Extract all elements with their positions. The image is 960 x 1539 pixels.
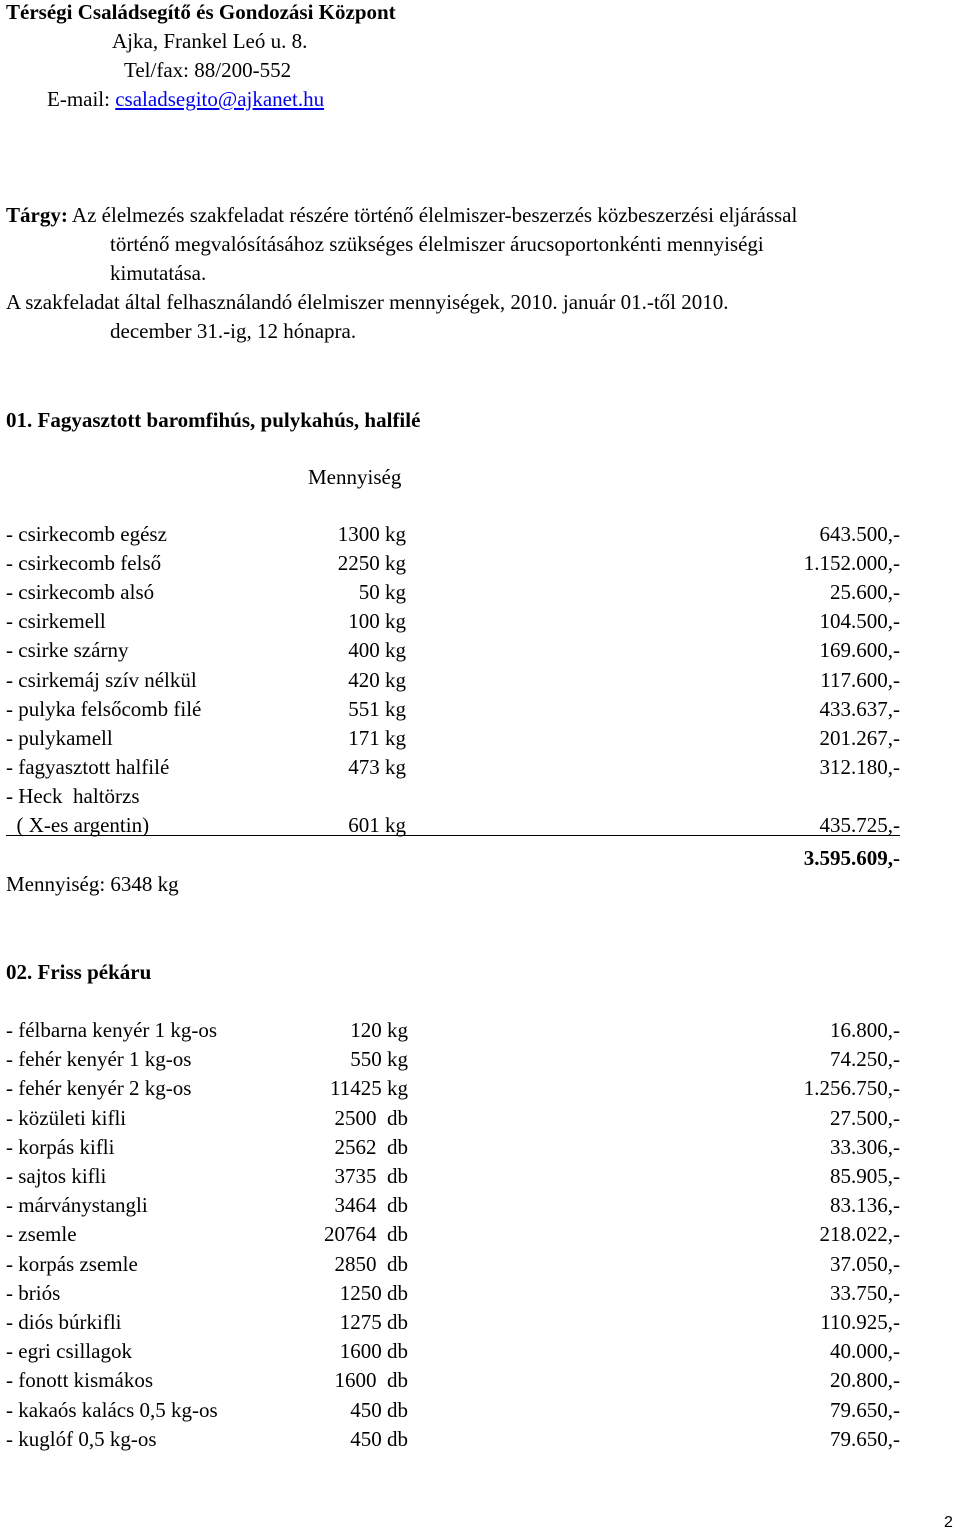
item-price: 1.256.750,- — [803, 1076, 900, 1101]
item-quantity: 550 kg — [350, 1047, 408, 1072]
item-price: 201.267,- — [819, 725, 900, 750]
subject-line-1 — [6, 205, 797, 226]
item-price: 79.650,- — [830, 1426, 900, 1451]
item-quantity: 1600 db — [339, 1339, 408, 1364]
item-name: ( X-es argentin) — [6, 813, 150, 837]
item-name: - közületi kifli — [6, 1105, 127, 1130]
item-name: - márványstangli — [6, 1193, 148, 1218]
section-1-total-price: 3.595.609,- — [803, 846, 900, 870]
item-name: - fehér kenyér 1 kg-os — [6, 1047, 192, 1072]
section-1-total-qty: Mennyiség: 6348 kg — [6, 872, 179, 896]
section-1-row — [0, 784, 960, 808]
section-2-row — [0, 1106, 960, 1130]
section-2-row — [0, 1252, 960, 1276]
item-name: - Heck haltörzs — [6, 783, 140, 808]
section-2-row — [0, 1368, 960, 1392]
item-price: 83.136,- — [830, 1193, 900, 1218]
section-2-row — [0, 1310, 960, 1334]
item-quantity: 20764 db — [324, 1222, 408, 1247]
section-1-row — [0, 580, 960, 604]
subject-label: Tárgy: — [6, 203, 68, 227]
item-name: - briós — [6, 1280, 61, 1305]
item-name: - fehér kenyér 2 kg-os — [6, 1076, 192, 1101]
item-quantity: 100 kg — [348, 609, 406, 634]
section-1-row — [0, 609, 960, 633]
section-1-row — [0, 813, 960, 837]
item-quantity: 601 kg — [348, 813, 406, 837]
item-price: 643.500,- — [819, 522, 900, 546]
item-price: 25.600,- — [830, 580, 900, 605]
subject-text-2: történő megvalósításához szükséges élelmiszer árucsoportonkénti mennyiségi — [110, 232, 764, 256]
section-2-row — [0, 1427, 960, 1451]
item-price: 117.600,- — [820, 667, 900, 692]
item-quantity: 473 kg — [348, 754, 406, 779]
item-price: 37.050,- — [830, 1251, 900, 1276]
item-name: - csirkemáj szív nélkül — [6, 667, 197, 692]
section-1-row — [0, 668, 960, 692]
section-1-row — [0, 551, 960, 575]
item-quantity: 450 db — [350, 1426, 408, 1451]
item-price: 104.500,- — [819, 609, 900, 634]
section-2-row — [0, 1018, 960, 1042]
item-price: 435.725,- — [819, 813, 900, 837]
item-price: 218.022,- — [819, 1222, 900, 1247]
item-quantity: 171 kg — [348, 725, 406, 750]
item-name: - félbarna kenyér 1 kg-os — [6, 1018, 218, 1042]
section-2-title: 02. Friss pékáru — [6, 960, 152, 984]
item-name: - csirkecomb felső — [6, 551, 162, 576]
item-name: - csirkecomb alsó — [6, 580, 155, 605]
item-quantity: 2562 db — [334, 1134, 408, 1159]
period-line-2: december 31.-ig, 12 hónapra. — [110, 319, 357, 343]
item-quantity: 2500 db — [334, 1105, 408, 1130]
item-name: - diós búrkifli — [6, 1310, 122, 1334]
section-2-row — [0, 1222, 960, 1246]
item-price: 85.905,- — [830, 1164, 900, 1188]
section-2-row — [0, 1193, 960, 1217]
item-quantity: 2850 db — [334, 1251, 408, 1276]
item-name: - csirke szárny — [6, 638, 129, 663]
item-name: - csirkemell — [6, 609, 106, 634]
item-quantity: 3464 db — [334, 1193, 408, 1218]
item-price: 110.925,- — [820, 1310, 900, 1334]
item-name: - kakaós kalács 0,5 kg-os — [6, 1397, 218, 1422]
item-quantity: 120 kg — [350, 1018, 408, 1042]
item-name: - egri csillagok — [6, 1339, 132, 1364]
section-1-row — [0, 522, 960, 546]
subject-text-3: kimutatása. — [110, 261, 207, 285]
item-price: 20.800,- — [830, 1368, 900, 1393]
item-quantity: 1600 db — [334, 1368, 408, 1393]
item-name: - fonott kismákos — [6, 1368, 153, 1393]
item-name: - csirkecomb egész — [6, 522, 167, 546]
section-2-row — [0, 1076, 960, 1100]
item-quantity: 400 kg — [348, 638, 406, 663]
item-name: - korpás zsemle — [6, 1251, 138, 1276]
subject-text-1: Az élelmezés szakfeladat részére történő élelmiszer-beszerzés közbeszerzési eljárással — [71, 203, 798, 227]
section-2-row — [0, 1281, 960, 1305]
item-price: 1.152.000,- — [803, 551, 900, 576]
org-name: Térségi Családsegítő és Gondozási Központ — [6, 0, 396, 24]
item-name: - kuglóf 0,5 kg-os — [6, 1426, 157, 1451]
item-quantity: 551 kg — [348, 696, 406, 721]
item-quantity: 3735 db — [334, 1164, 408, 1188]
item-price: 79.650,- — [830, 1397, 900, 1422]
email-link[interactable]: csaladsegito@ajkanet.hu — [115, 87, 325, 111]
section-2-row — [0, 1047, 960, 1071]
item-quantity: 1250 db — [339, 1280, 408, 1305]
org-email-line — [47, 89, 324, 110]
item-quantity: 450 db — [350, 1397, 408, 1422]
section-1-row — [0, 638, 960, 662]
item-quantity: 420 kg — [348, 667, 406, 692]
item-name: - korpás kifli — [6, 1134, 115, 1159]
item-quantity: 1275 db — [339, 1310, 408, 1334]
item-name: - zsemle — [6, 1222, 77, 1247]
item-name: - pulyka felsőcomb filé — [6, 696, 202, 721]
period-line-1: A szakfeladat által felhasználandó élelmiszer mennyiségek, 2010. január 01.-től 2010. — [6, 290, 729, 314]
item-name: - pulykamell — [6, 725, 113, 750]
item-price: 74.250,- — [830, 1047, 900, 1072]
org-telfax: Tel/fax: 88/200-552 — [124, 58, 292, 82]
item-quantity: 2250 kg — [337, 551, 406, 576]
item-price: 27.500,- — [830, 1105, 900, 1130]
item-price: 16.800,- — [830, 1018, 900, 1042]
item-price: 33.750,- — [830, 1280, 900, 1305]
section-1-row — [0, 697, 960, 721]
item-price: 33.306,- — [830, 1134, 900, 1159]
quantity-header: Mennyiség — [308, 465, 402, 489]
item-name: - sajtos kifli — [6, 1164, 107, 1188]
section-1-row — [0, 755, 960, 779]
item-quantity: 50 kg — [358, 580, 406, 605]
section-2-row — [0, 1135, 960, 1159]
page-number: 2 — [944, 1514, 953, 1531]
item-price: 312.180,- — [819, 754, 900, 779]
section-1-title: 01. Fagyasztott baromfihús, pulykahús, halfilé — [6, 408, 421, 432]
item-price: 169.600,- — [819, 638, 900, 663]
section-2-row — [0, 1164, 960, 1188]
org-address: Ajka, Frankel Leó u. 8. — [112, 29, 308, 53]
item-name: - fagyasztott halfilé — [6, 754, 170, 779]
email-label: E-mail: — [47, 87, 110, 111]
item-price: 40.000,- — [830, 1339, 900, 1364]
item-quantity: 1300 kg — [337, 522, 406, 546]
item-quantity: 11425 kg — [330, 1076, 408, 1101]
section-2-row — [0, 1398, 960, 1422]
total-rule — [6, 835, 900, 836]
section-2-row — [0, 1339, 960, 1363]
item-price: 433.637,- — [819, 696, 900, 721]
section-1-row — [0, 726, 960, 750]
